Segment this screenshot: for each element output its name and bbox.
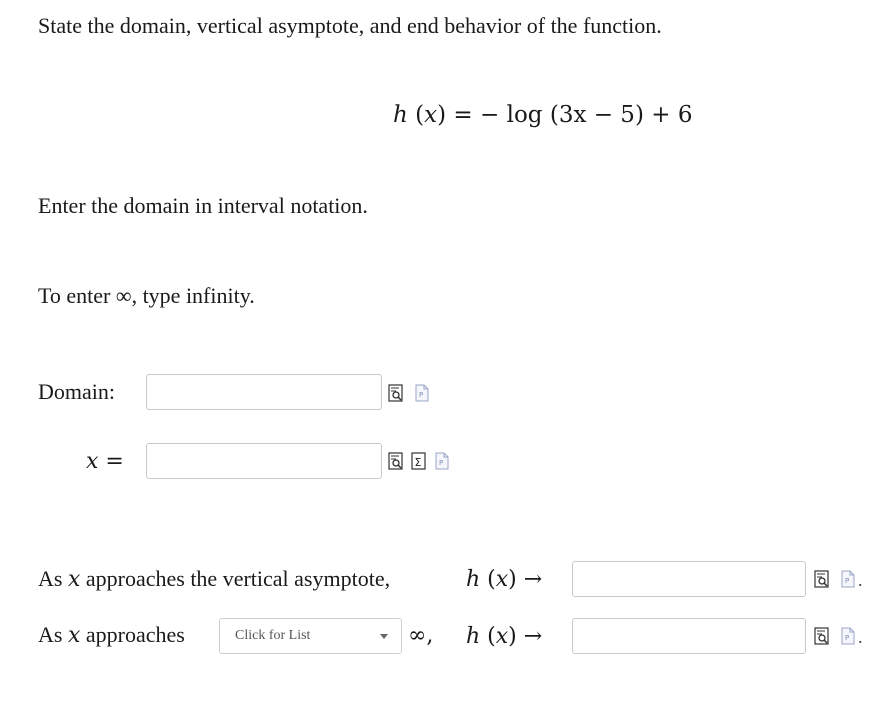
domain-input[interactable] <box>146 374 382 410</box>
domain-hint: Enter the domain in interval notation. <box>38 193 368 218</box>
asymptote-label: x = <box>86 449 124 474</box>
end-function-expression: h (x) → <box>466 624 543 649</box>
arrow-icon: → <box>523 624 543 649</box>
syntax-help-icon[interactable] <box>414 384 430 402</box>
function-log: − log <box>480 102 543 128</box>
syntax-help-icon[interactable] <box>434 452 450 470</box>
instruction-text: State the domain, vertical asymptote, and end behavior of the function. <box>38 13 662 38</box>
svg-text:P: P <box>439 459 444 467</box>
infinity-symbol: ∞ <box>115 283 132 308</box>
function-argument: 3x − 5 <box>558 102 635 128</box>
period-mark: . <box>858 570 863 590</box>
function-name: h <box>393 102 408 128</box>
svg-text:Σ: Σ <box>414 456 422 469</box>
preview-icon[interactable] <box>388 384 404 402</box>
syntax-help-icon[interactable] <box>840 627 856 645</box>
function-equation: h (x) = − log (3x − 5) + 6 <box>393 102 693 128</box>
chevron-down-icon <box>380 634 388 639</box>
svg-text:P: P <box>845 634 850 642</box>
direction-select[interactable] <box>219 618 402 654</box>
domain-label: Domain: <box>38 379 115 404</box>
function-constant: + 6 <box>651 102 693 128</box>
va-behavior-text: As x approaches the vertical asymptote, <box>38 566 391 592</box>
svg-text:P: P <box>845 577 850 585</box>
asymptote-input[interactable] <box>146 443 382 479</box>
direction-select-label: Click for List <box>235 628 311 643</box>
va-behavior-input[interactable] <box>572 561 806 597</box>
syntax-help-icon[interactable] <box>840 570 856 588</box>
preview-icon[interactable] <box>814 627 830 645</box>
preview-icon[interactable] <box>388 452 404 470</box>
period-mark: . <box>858 627 863 647</box>
svg-text:P: P <box>419 391 424 399</box>
va-function-expression: h (x) → <box>466 567 543 592</box>
infinity-hint: To enter ∞, type infinity. <box>38 283 255 308</box>
arrow-icon: → <box>523 567 543 592</box>
equation-editor-icon[interactable] <box>411 452 427 470</box>
end-behavior-text: As x approaches <box>38 622 185 648</box>
preview-icon[interactable] <box>814 570 830 588</box>
end-behavior-input[interactable] <box>572 618 806 654</box>
end-infinity-text: ∞, <box>408 623 434 648</box>
function-variable: x <box>424 102 438 128</box>
